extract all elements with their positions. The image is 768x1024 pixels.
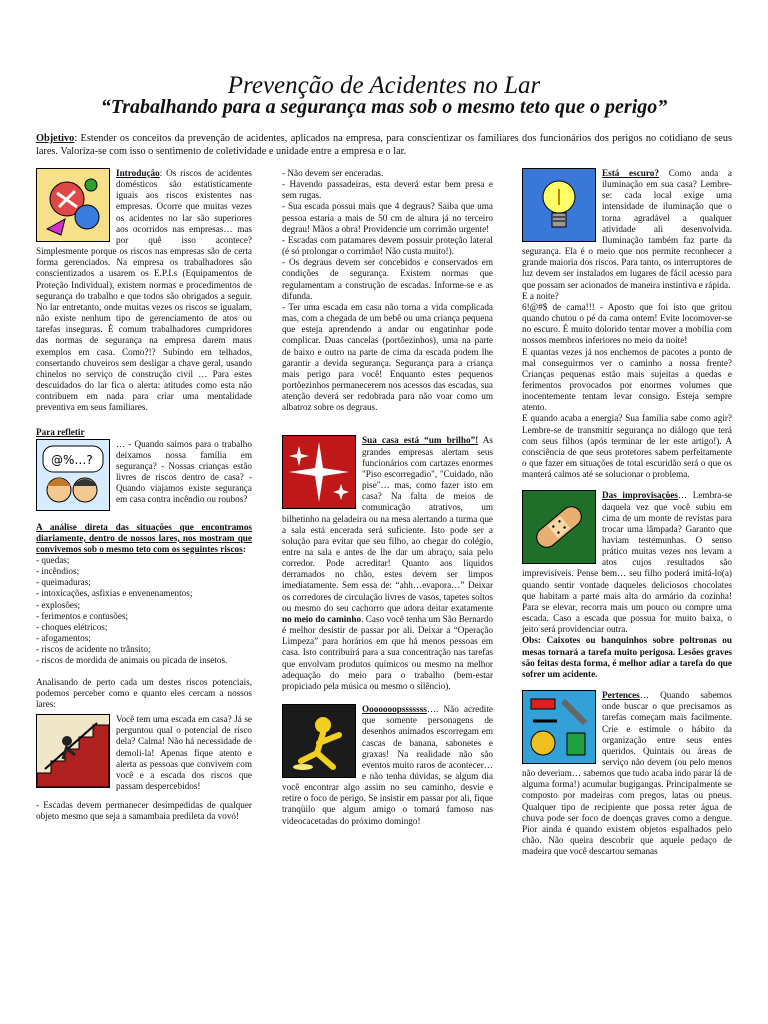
things-label: Pertences	[602, 690, 640, 701]
stairs-text: Você tem uma escada em casa? Já se perguntou qual o potencial de risco dela? Calma! Não há necessidade de demoli-la! Apenas fique atento e alerta as pessoas que convivem com você e a escada dos riscos que passam despercebidos!	[116, 714, 252, 791]
objective-text: : Estender os conceitos da prevenção de acidentes, aplicados na empresa, para conscientizar os familiares dos funcionários dos perigos no cotidiano de seus lares. Valoriza-se com isso o sentimento de coletividade e unidade entre a empresa e o lar.	[36, 133, 732, 157]
column-right	[522, 168, 732, 857]
reflect-section	[36, 427, 252, 505]
reflect-label: Para refletir	[36, 427, 85, 438]
tools-clipart	[522, 690, 596, 764]
night-text: 6!@#$ de cama!!! - Aposto que foi isto que gritou quando chutou o pé da cama ontem! Evite locomover-se no escuro. É muito dolorido tentar mover a mobília com nossos membros inferiores no meio da noite!	[522, 301, 732, 346]
shine-label: Sua casa está “um brilho”!	[362, 435, 479, 446]
bandage-clipart	[522, 490, 596, 564]
analysis-section: A análise direta das situações que encontramos diariamente, dentro de nossos lares, nos mostram que convivemos sob o mesmo teto com os seguintes riscos: - quedas; - incêndios; - queimaduras; - intoxicações, asfixias e envenenamentos; - explosões; - ferimentos e contusões; - choques elétricos; - afogamentos; - riscos de acidente no trânsito; - riscos de mordida de animais ou picada de insetos.	[36, 521, 252, 666]
lightbulb-clipart	[522, 168, 596, 242]
family-clipart	[36, 439, 110, 511]
risk-item: - ferimentos e contusões;	[36, 610, 129, 621]
reflect-text: … - Quando saímos para o trabalho deixamos nossa família em segurança? - Nossas crianças estão livres de riscos dentro de casa? - Quando viajamos existe segurança em casa contra incêndio ou roubos?	[116, 438, 252, 505]
closer-text: Analisando de perto cada um destes riscos potenciais, podemos perceber como e quanto eles cercam a nossos lares:	[36, 676, 252, 709]
column-middle	[282, 168, 493, 827]
dark-text: Como anda a iluminação em sua casa? Lembre-se: cada local exige uma intensidade de iluminação que o torna agradável a qualquer atividade ali desenvolvida. Iluminação também faz parte da segurança. Ela é o meio que nos permite reconhecer a grande maioria dos riscos. Para tanto, os interruptores de luz devem ser instalados em lugares de fácil acesso para que possam ser acionados de maneira instintiva e rápida.	[522, 168, 732, 290]
sparkle-clipart	[282, 435, 356, 509]
dark-section	[522, 168, 732, 291]
stairs-rules-list	[282, 168, 493, 413]
obs-text: Obs: Caixotes ou banquinhos sobre poltronas ou mesas tornará a tarefa muito perigosa. Lesões graves são feitas desta forma, é melhor adiar a tarefa do que sofrer um acidente.	[522, 635, 732, 679]
night-question: E a noite?	[522, 290, 559, 301]
stairs-rule-item: - Sua escada possui mais que 4 degraus? Saiba que uma pessoa estaria a mais de 50 cm de altura já no terceiro degrau! Mãos a obra! Providencie um corrimão urgente!	[282, 201, 493, 234]
slip-clipart	[282, 704, 356, 778]
risk-item: - queimaduras;	[36, 577, 91, 588]
stairs-rule-item: - Não devem ser enceradas.	[282, 168, 384, 178]
shine-after: . Caso você tenha um São Bernardo é melhor desistir de passar por ali. Deixar a “Operação Limpeza” para horários em que há menos pessoas em casa. Isto contribuirá para a sua concentração nas tarefas que envolvam produtos químicos ou mesmo na melhor adequação do meio para o trabalho (bem-estar propiciado pela música ou mesmo o silêncio).	[282, 613, 493, 691]
risk-item: - intoxicações, asfixias e envenenamentos;	[36, 588, 193, 599]
analysis-heading: A análise direta das situações que encontramos diariamente, dentro de nossos lares, nos mostram que convivemos sob o mesmo teto com os seguintes riscos	[36, 521, 252, 554]
stairs-rule-item: - Os degraus devem ser concebidos e conservados em condições de segurança. Existem normas que regulamentam a construção de escadas. Informe-se e as difunda.	[282, 257, 493, 301]
improv-label: Das improvisações	[602, 490, 678, 501]
things-section	[522, 690, 732, 857]
oops-section	[282, 704, 493, 827]
improv-text: … Lembra-se daquela vez que você subiu em cima de um monte de revistas para trocar uma lâmpada? Garanto que haviam testemunhas. O senso prático muitas vezes nos levam a atos cujos resultados são imprevisíveis. Pense bem… seu filho poderá imitá-lo(a) quando sentir vontade daqueles deliciosos chocolates que habitam a parte mais alta do armário da cozinha! Para se elevar, recorra mais um pouco ou compre uma escada. Caso a escada que possua for muito baixa, o jeito será providenciar outra.	[522, 490, 733, 635]
stairs-rule-item: - Escadas com patamares devem possuir proteção lateral (é só prolongar o corrimão! Não custa muito!).	[282, 234, 493, 257]
objective-label: Objetivo	[36, 133, 75, 144]
risk-item: - quedas;	[36, 555, 70, 565]
risk-item: - riscos de mordida de animais ou picada de insetos.	[36, 655, 228, 666]
shine-bold: no meio do caminho	[282, 613, 362, 624]
column-left	[36, 168, 252, 822]
oops-label: Ooooooopsssssss	[362, 704, 427, 715]
svg-text:@%…?: @%…?	[51, 452, 93, 467]
oops-text: …. Não acredite que somente personagens de desenhos animados escorregam em cascas de banana, sabonetes e graxas! Na realidade não são eventos muito raros de acontecer… e não tenha dúvidas, se algum dia você encontrar algo assim no seu caminho, desvie e retire o foco de perigo. Se insistir em passar por ali, fique tranqüilo que algum amigo o tomará famoso nas videocacetadas do próximo domingo!	[282, 704, 493, 826]
stairs-section	[36, 714, 252, 792]
things-text: … Quando sabemos onde buscar o que precisamos as tarefas começam mais facilmente. Crie e estimule o hábito da organização entre seus entes queridos. Quintais ou áreas de serviço não devem (ou pelo menos não deveriam… sabemos que tudo acaba indo parar lá de alguma forma!) acumular bugigangas. Principalmente se composto por madeiras com pregos, latas ou pneus. Qualquer tipo de recipiente que possa reter água de chuva pode ser foco de doenças graves como a dengue. Pior ainda é quando existem objetos espalhados pelo chão. Não queira descobrir que aquele pedaço de madeira que você descartou semanas	[522, 690, 732, 857]
risk-item: - explosões;	[36, 599, 81, 610]
risk-item: - incêndios;	[36, 566, 80, 577]
stairs-rule-item: - Havendo passadeiras, esta deverá estar bem presa e sem rugas.	[282, 179, 493, 201]
bags-text: E quantas vezes já nos enchemos de pacotes a ponto de mal conseguirmos ver o caminho a nossa frente? Crianças pequenas estão mais sujeitas a quedas e ferimentos provocados por enormes volumes que inocentemente tentam levar consigo. Esteja sempre atento.	[522, 346, 732, 413]
toys-clipart	[36, 168, 110, 242]
intro-text: : Os riscos de acidentes domésticos são estatisticamente iguais aos riscos existentes nas empresas. Ocorre que muitas vezes os acidentes no lar são superiores aos ocorridos nas empresas… mas por quê isso acontece? Simplesmente porque os riscos nas empresas são de certa forma gerenciados. Na empresa os trabalhadores são conscientizados a usarem os E.P.I.s (Equipamentos de Proteção Individual), existem normas e procedimentos de segurança do trabalho e que todos são obrigados a seguir. No lar entretanto, onde muitas vezes os riscos se igualam, não existe nenhum tipo de gerenciamento de atos ou tarefas inseguras. É comum trabalhadores cumpridores das normas de segurança na empresa darem maus exemplos em casa. Como?!? Subindo em telhados, consertando chuveiros sem desligar a chave geral, usando chinelos no serviço de construção civil … Para estes descuidados do lar fica o alerta: atitudes como esta não contribuem em nada para criar uma mentalidade preventiva em seus familiares.	[36, 168, 252, 413]
stairs-rule-item: - Ter uma escada em casa não torna a vida complicada mas, com a chegada de um bebê ou uma criança pequena que esteja aprendendo a andar ou engatinhar pode complicar. Duas cancelas (portõezinhos), uma na parte de baixo e outro na parte de cima da escada podem lhe garantir a devida segurança. Segurança para a criança mais perigo para você! Enquanto estes pequenos portõezinhos permanecerem nos acessos das escadas, sua atenção deverá ser redobrada para não voar como um albatroz sobre os degraus.	[282, 301, 493, 413]
shine-text: As grandes empresas alertam seus funcionários com cartazes enormes "Piso escorregadio", "Cuidado, não pise"… mas, como fazer isto em casa? Na falta de meios de comunicação atrativos, um bilhetinho na geladeira ou na mesa alertando a turma que a sala está encerada será suficiente. Isto pode ser a solução para evitar que seu filho, ao chegar do colégio, entre na sala e antes de lhe dar um abraço, saia pelo corredor. Pode acreditar! Quanto aos líquidos derramados no chão, estes devem ser limpos imediatamente. Sem essa de: “ahh…evapora…” Deixar os corredores de circulação livres de vasos, tapetes soltos ou mesmo do seu cachorro que adora deitar exatamente	[282, 435, 493, 613]
shine-section	[282, 435, 493, 692]
objective-paragraph	[36, 133, 732, 158]
page-title: Prevenção de Acidentes no Lar	[227, 72, 541, 99]
power-text: E quando acaba a energia? Sua família sabe como agir? Lembre-se de transmitir segurança no diálogo que terá com seus filhos (após terminar de ler este artigo!). A consciência de que seus protetores sabem perfeitamente o que fazer em situações de total escuridão será o que os manterá calmos até se solucionar o problema.	[522, 413, 732, 480]
page-subtitle: “Trabalhando para a segurança mas sob o mesmo teto que o perigo”	[100, 96, 668, 118]
risk-item: - choques elétricos;	[36, 621, 108, 632]
risk-item: - afogamentos;	[36, 633, 91, 644]
intro-section	[36, 168, 252, 413]
stairs-clipart	[36, 714, 110, 788]
risk-list	[36, 555, 252, 667]
stairs-rule: - Escadas devem permanecer desimpedidas de qualquer objeto mesmo que seja a samambaia predileta da vovó!	[36, 800, 252, 822]
improv-section	[522, 490, 732, 635]
intro-label: Introdução	[116, 168, 160, 178]
dark-label: Está escuro?	[602, 168, 659, 178]
risk-item: - riscos de acidente no trânsito;	[36, 644, 151, 655]
